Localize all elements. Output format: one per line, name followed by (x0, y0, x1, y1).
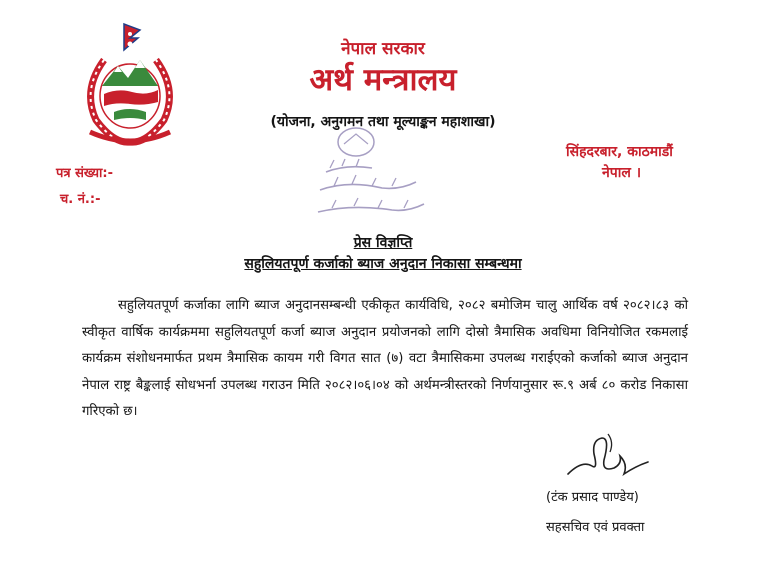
notice-subject: सहुलियतपूर्ण कर्जाको ब्याज अनुदान निकासा सम्बन्धमा (244, 256, 522, 272)
office-location: सिंहदरबार, काठमाडौं (566, 144, 673, 160)
signatory-designation: सहसचिव एवं प्रवक्ता (546, 520, 645, 535)
ministry-name: अर्थ मन्त्रालय (309, 62, 457, 98)
dispatch-number-label: च. नं.:- (60, 192, 101, 207)
office-stamp-icon (312, 124, 430, 224)
office-country: नेपाल । (602, 165, 642, 181)
handwritten-signature-icon (562, 430, 652, 486)
notice-body: सहुलियतपूर्ण कर्जाका लागि ब्याज अनुदानसम्बन्धी एकीकृत कार्यविधि, २०८२ बमोजिम चालु आर्थिक वर्ष २०८२।८३ को स्वीकृत वार्षिक कार्यक्रममा सहुलियतपूर्ण कर्जा ब्याज अनुदान प्रयोजनको लागि दोस्रो त्रैमासिक अवधिमा विनियोजित रकमलाई कार्यक्रम संशोधनमार्फत प्रथम त्रैमासिक कायम गरी विगत सात (७) वटा त्रैमासिकमा उपलब्ध गराईएको कर्जाको ब्याज अनुदान नेपाल राष्ट्र बैङ्कलाई सोधभर्ना उपलब्ध गराउन मिति २०८२।०६।०४ को अर्थमन्त्रीस्तरको निर्णयानुसार रू.९ अर्ब ८० करोड निकासा गरिएको छ। (82, 298, 688, 419)
government-name: नेपाल सरकार (341, 39, 425, 59)
signatory-name: (टंक प्रसाद पाण्डेय) (546, 490, 639, 505)
press-release-heading: प्रेस विज्ञप्ति (353, 235, 413, 251)
letter-number-label: पत्र संख्या:- (56, 166, 113, 181)
division-name: (योजना, अनुगमन तथा मूल्याङ्कन महाशाखा) (270, 114, 496, 130)
